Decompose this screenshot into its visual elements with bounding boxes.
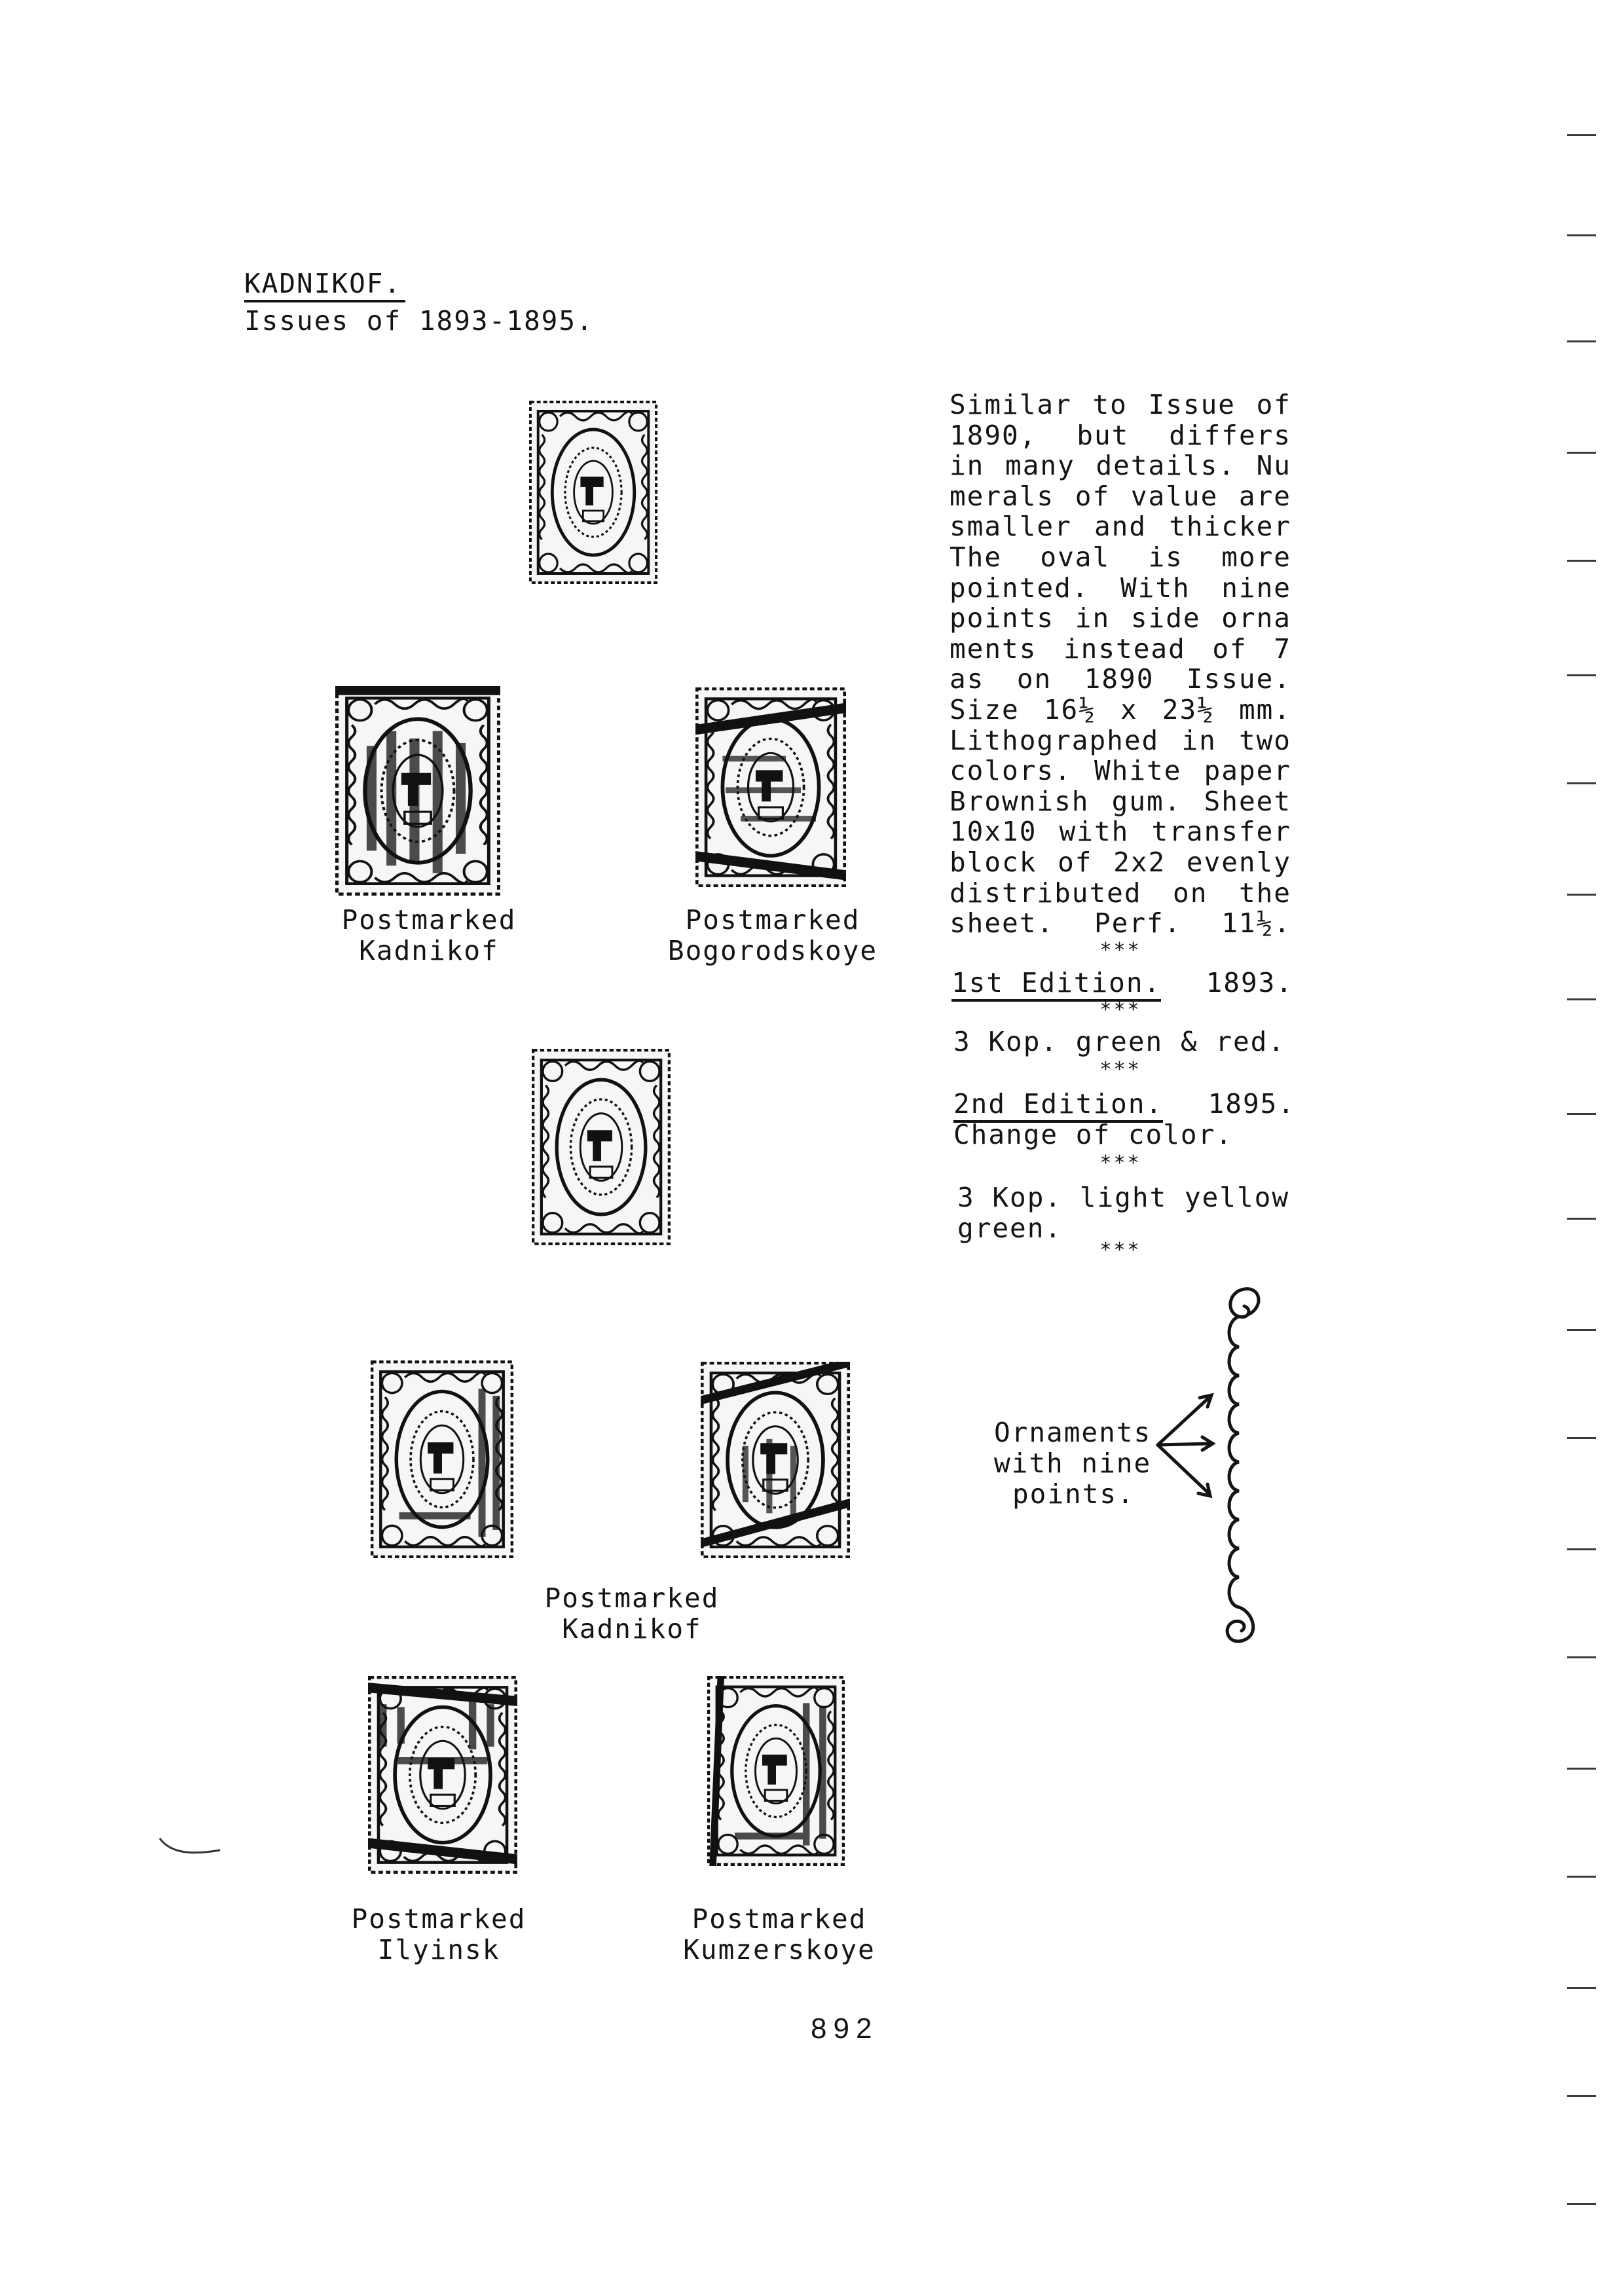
page-subtitle: Issues of 1893-1895.	[244, 305, 594, 337]
description-word: block	[950, 846, 1037, 878]
description-word: Brownish	[950, 785, 1090, 817]
description-line	[950, 603, 1291, 634]
separator-stars: ***	[1099, 1239, 1141, 1262]
caption-postmarked-bogorodskoye: Postmarked Bogorodskoye	[667, 904, 878, 966]
description-line	[950, 511, 1291, 542]
page-number: 892	[811, 2013, 879, 2045]
description-line	[950, 481, 1291, 512]
first-edition-line	[951, 968, 1293, 1002]
description-word: mm.	[1238, 693, 1291, 725]
description-word: 1890	[1084, 663, 1154, 695]
first-edition-year: 1893.	[1206, 967, 1293, 998]
description-word: but	[1077, 419, 1130, 451]
stamp-image-kadnikof-pair-left	[371, 1360, 513, 1558]
description-line	[950, 573, 1291, 604]
description-line	[950, 908, 1291, 939]
caption-postmarked-kadnikof: Postmarked Kadnikof	[341, 904, 517, 966]
description-word: thicker	[1169, 511, 1291, 543]
caption-postmarked-ilyinsk: Postmarked Ilyinsk	[351, 1903, 526, 1965]
description-word: Perf.	[1094, 907, 1182, 939]
description-line	[950, 450, 1291, 481]
description-word: gum.	[1111, 785, 1182, 817]
description-line	[950, 420, 1291, 451]
description-word: ments	[950, 632, 1037, 665]
description-word: to	[1092, 389, 1128, 420]
description-word: 11½.	[1221, 907, 1291, 939]
description-word: Similar	[950, 389, 1072, 420]
description-word: sheet.	[950, 907, 1055, 939]
description-word: value	[1130, 480, 1219, 512]
separator-stars: ***	[1099, 1152, 1141, 1175]
first-edition-label: 1st Edition.	[951, 968, 1161, 1002]
description-word: Size	[950, 693, 1020, 725]
separator-stars: ***	[1099, 939, 1141, 962]
description-word: points	[950, 602, 1055, 634]
description-text	[950, 390, 1291, 939]
description-line	[950, 786, 1291, 817]
description-word: Nu	[1256, 450, 1291, 482]
description-word: nine	[1221, 572, 1291, 604]
description-word: Issue.	[1186, 663, 1291, 695]
description-word: 23½	[1162, 693, 1215, 725]
ornament-diagram	[1153, 1286, 1270, 1660]
second-edition-stamp-cont: green.	[957, 1212, 1063, 1244]
description-word: White	[1094, 755, 1182, 787]
description-word: the	[1238, 877, 1291, 909]
description-word: of	[1256, 389, 1291, 420]
description-word: more	[1221, 541, 1291, 573]
description-word: 16½	[1043, 693, 1096, 725]
description-word: of	[1075, 480, 1111, 512]
description-line	[950, 542, 1291, 573]
stamp-image-unused-2	[532, 1049, 671, 1245]
description-word: Sheet	[1204, 785, 1291, 817]
description-word: and	[1094, 511, 1147, 543]
description-word: in	[1075, 602, 1111, 634]
description-line	[950, 878, 1291, 909]
stamp-image-kadnikof-pair-right	[701, 1362, 850, 1558]
description-word: in	[950, 450, 985, 482]
description-word: colors.	[950, 755, 1072, 787]
ornament-label: Ornaments with nine points.	[994, 1417, 1152, 1510]
stamp-image-kadnikof	[335, 686, 500, 896]
description-word: evenly	[1186, 846, 1291, 878]
description-word: paper	[1204, 755, 1291, 787]
stamp-image-ilyinsk	[368, 1676, 517, 1874]
description-word: on	[1016, 663, 1052, 695]
page-title: KADNIKOF.	[244, 268, 405, 302]
description-word: 7	[1274, 632, 1291, 665]
description-line	[950, 816, 1291, 847]
description-word: distributed	[950, 877, 1142, 909]
description-word: 2x2	[1113, 846, 1166, 878]
caption-postmarked-kumzerskoye: Postmarked Kumzerskoye	[683, 1903, 876, 1965]
description-line	[950, 725, 1291, 756]
stamp-image-unused-1	[529, 401, 657, 584]
second-edition-stamp: 3 Kop. light yellow	[957, 1182, 1289, 1213]
description-word: in	[1181, 724, 1217, 756]
description-word: With	[1120, 572, 1190, 604]
description-word: details.	[1096, 450, 1236, 482]
description-word: 10x10	[950, 816, 1037, 848]
stamp-image-kumzerskoye	[707, 1676, 845, 1866]
description-line	[950, 756, 1291, 786]
description-word: with	[1059, 816, 1130, 848]
description-word: smaller	[950, 511, 1072, 543]
description-word: on	[1173, 877, 1208, 909]
separator-stars: ***	[1099, 998, 1141, 1021]
description-word: orna	[1221, 602, 1291, 634]
description-word: Lithographed	[950, 724, 1160, 756]
description-word: x	[1120, 693, 1138, 725]
description-word: instead	[1063, 632, 1186, 665]
second-edition-year: 1895.	[1208, 1088, 1295, 1120]
description-word: many	[1005, 450, 1075, 482]
description-word: transfer	[1151, 816, 1291, 848]
description-word: merals	[950, 480, 1055, 512]
description-line	[950, 634, 1291, 665]
description-word: side	[1130, 602, 1201, 634]
description-word: oval	[1040, 541, 1111, 573]
description-word: 1890,	[950, 419, 1037, 451]
description-word: Issue	[1148, 389, 1236, 420]
description-word: two	[1238, 724, 1291, 756]
description-line	[950, 847, 1291, 878]
second-edition-label: 2nd Edition.	[953, 1089, 1163, 1123]
description-word: is	[1148, 541, 1183, 573]
description-line	[950, 695, 1291, 725]
second-edition-line	[953, 1089, 1295, 1123]
second-edition-note: Change of color.	[953, 1119, 1233, 1150]
description-word: differs	[1169, 419, 1291, 451]
description-line	[950, 390, 1291, 420]
description-word: of	[1212, 632, 1247, 665]
description-word: pointed.	[950, 572, 1090, 604]
description-word: as	[950, 663, 985, 695]
caption-postmarked-kadnikof-2: Postmarked Kadnikof	[544, 1582, 720, 1645]
separator-stars: ***	[1099, 1058, 1141, 1081]
first-edition-stamp: 3 Kop. green & red.	[953, 1026, 1285, 1057]
description-word: The	[950, 541, 1003, 573]
description-word: are	[1238, 480, 1291, 512]
description-line	[950, 664, 1291, 695]
stamp-image-bogorodskoye	[695, 687, 846, 887]
description-word: of	[1058, 846, 1093, 878]
margin-mark	[157, 1833, 223, 1859]
